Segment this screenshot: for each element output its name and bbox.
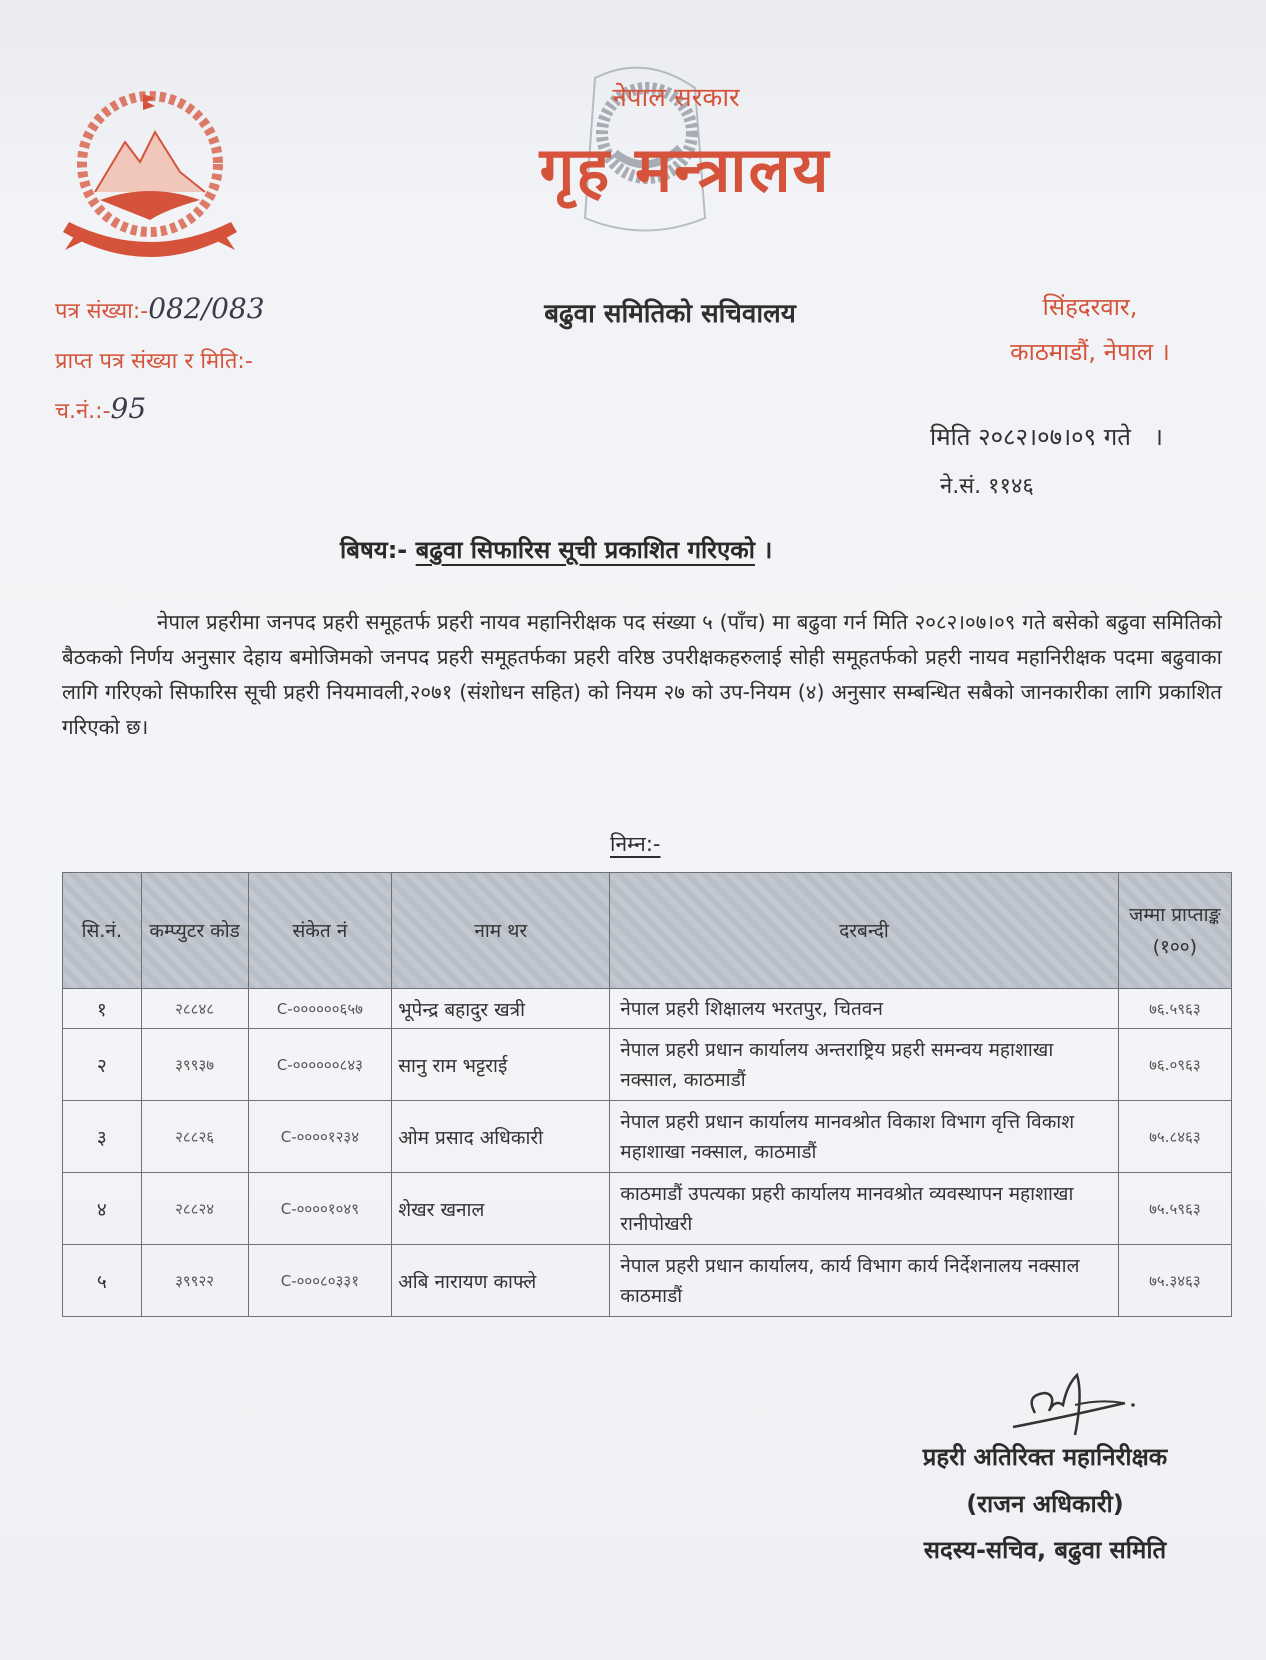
table-header-row <box>63 873 1232 989</box>
received-letter-label: प्राप्त पत्र संख्या र मिति:- <box>55 349 253 374</box>
cell-score: ७५.५९६३ <box>1118 1173 1231 1245</box>
table-row <box>63 1245 1232 1317</box>
dispatch-label: च.नं.:- <box>55 399 111 424</box>
cell-post: काठमाडौं उपत्यका प्रहरी कार्यालय मानवश्रोत व्यवस्थापन महाशाखा रानीपोखरी <box>610 1173 1118 1245</box>
cell-score: ७६.५९६३ <box>1118 989 1231 1029</box>
cell-name: शेखर खनाल <box>392 1173 610 1245</box>
header-total: जम्मा प्राप्ताङ्क (१००) <box>1118 873 1231 989</box>
letter-date: मिति २०८२।०७।०९ गते । <box>930 423 1163 451</box>
signatory-role: सदस्य-सचिव, बढुवा समिति <box>923 1536 1167 1564</box>
cell-symbol: C-०००८०३३१ <box>248 1245 392 1317</box>
address-line-2: काठमाडौं, नेपाल । <box>1010 338 1170 366</box>
cell-name: ओम प्रसाद अधिकारी <box>392 1101 610 1173</box>
reference-label: पत्र संख्या:- <box>55 299 149 324</box>
table-row <box>63 989 1232 1029</box>
cell-name: अबि नारायण काफ्ले <box>392 1245 610 1317</box>
subject-label: बिषय:- <box>340 536 408 564</box>
table-row <box>63 1101 1232 1173</box>
cell-code: ३९९३७ <box>141 1029 248 1101</box>
subject-text: बढुवा सिफारिस सूची प्रकाशित गरिएको <box>415 536 755 564</box>
cell-post: नेपाल प्रहरी प्रधान कार्यालय, कार्य विभाग कार्य निर्देशनालय नक्साल काठमाडौं <box>610 1245 1118 1317</box>
cell-sn: २ <box>63 1029 142 1101</box>
table-row <box>63 1173 1232 1245</box>
signature-mark <box>1005 1365 1145 1440</box>
header-post: दरबन्दी <box>610 873 1118 989</box>
office-name: बढुवा समितिको सचिवालय <box>544 299 796 329</box>
cell-sn: १ <box>63 989 142 1029</box>
cell-symbol: C-००००१०४९ <box>248 1173 392 1245</box>
cell-code: २८८४८ <box>141 989 248 1029</box>
header-computer-code: कम्प्युटर कोड <box>141 873 248 989</box>
nepal-sambat: ने.सं. ११४६ <box>940 474 1034 499</box>
table-row <box>63 1029 1232 1101</box>
subject-end: । <box>763 536 773 564</box>
header-sn: सि.नं. <box>63 873 142 989</box>
dispatch-value: 95 <box>110 392 147 425</box>
signatory-title: प्रहरी अतिरिक्त महानिरीक्षक <box>922 1443 1168 1471</box>
header-symbol-no: संकेत नं <box>248 873 392 989</box>
signatory-name: (राजन अधिकारी) <box>966 1490 1124 1518</box>
header-name: नाम थर <box>392 873 610 989</box>
ministry-title: गृह मन्त्रालय <box>539 133 831 206</box>
cell-symbol: C-००००१२३४ <box>248 1101 392 1173</box>
recommendation-table <box>62 872 1232 1317</box>
dispatch-number <box>55 392 146 425</box>
body-paragraph: नेपाल प्रहरीमा जनपद प्रहरी समूहतर्फ प्रहरी नायव महानिरीक्षक पद संख्या ५ (पाँच) मा बढुवा गर्न मिति २०८२।०७।०९ गते बसेको बढुवा समितिको बैठकको निर्णय अनुसार देहाय बमोजिमको जनपद प्रहरी समूहतर्फका प्रहरी वरिष्ठ उपरीक्षकहरुलाई सोही समूहतर्फको प्रहरी नायव महानिरीक्षक पदमा बढुवाका लागि गरिएको सिफारिस सूची प्रहरी नियमावली,२०७१ (संशोधन सहित) को नियम २७ को उप-नियम (४) अनुसार सम्बन्धित सबैको जानकारीका लागि प्रकाशित गरिएको छ। <box>62 610 1222 739</box>
address-line-1: सिंहदरवार, <box>1042 293 1138 321</box>
cell-post: नेपाल प्रहरी शिक्षालय भरतपुर, चितवन <box>610 989 1118 1029</box>
subject-line <box>340 533 772 566</box>
reference-value: 082/083 <box>148 292 265 325</box>
cell-code: ३९९२२ <box>141 1245 248 1317</box>
cell-name: भूपेन्द्र बहादुर खत्री <box>392 989 610 1029</box>
cell-sn: ३ <box>63 1101 142 1173</box>
nepal-emblem-logo <box>55 82 245 267</box>
reference-number <box>55 292 265 325</box>
cell-score: ७५.८४६३ <box>1118 1101 1231 1173</box>
cell-post: नेपाल प्रहरी प्रधान कार्यालय अन्तराष्ट्रिय प्रहरी समन्वय महाशाखा नक्साल, काठमाडौं <box>610 1029 1118 1101</box>
government-name: नेपाल सरकार <box>612 83 740 113</box>
cell-score: ७६.०९६३ <box>1118 1029 1231 1101</box>
cell-code: २८८२६ <box>141 1101 248 1173</box>
cell-score: ७५.३४६३ <box>1118 1245 1231 1317</box>
cell-sn: ५ <box>63 1245 142 1317</box>
cell-name: सानु राम भट्टराई <box>392 1029 610 1101</box>
list-heading: निम्न:- <box>610 832 661 856</box>
cell-post: नेपाल प्रहरी प्रधान कार्यालय मानवश्रोत विकाश विभाग वृत्ति विकाश महाशाखा नक्साल, काठमाडौं <box>610 1101 1118 1173</box>
cell-sn: ४ <box>63 1173 142 1245</box>
cell-code: २८८२४ <box>141 1173 248 1245</box>
cell-symbol: C-००००००८४३ <box>248 1029 392 1101</box>
cell-symbol: C-००००००६५७ <box>248 989 392 1029</box>
